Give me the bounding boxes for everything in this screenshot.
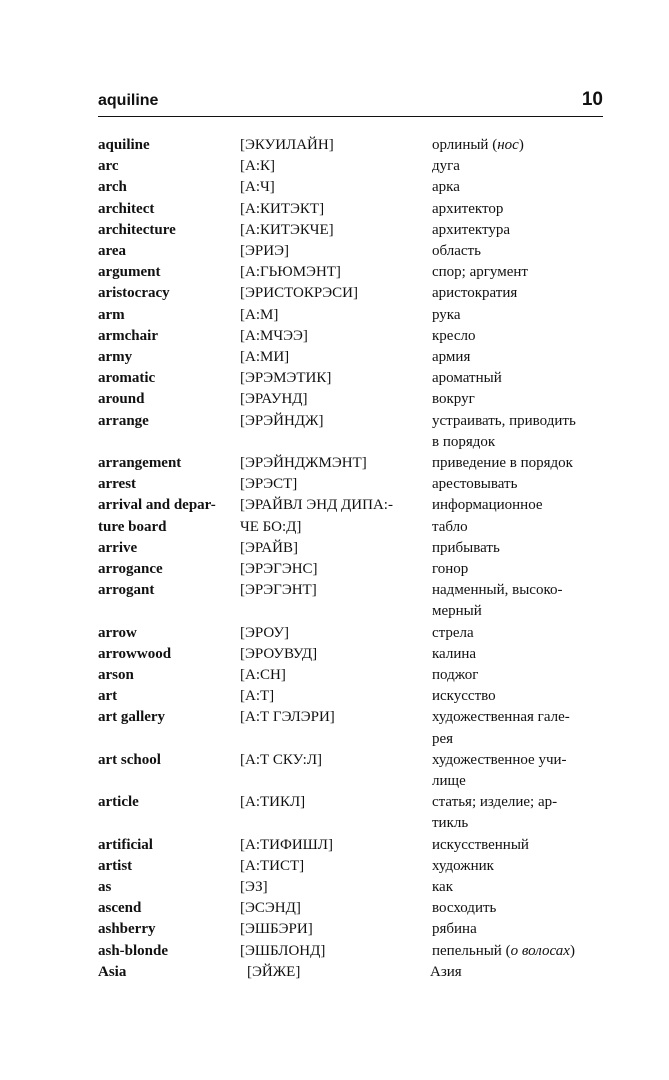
entry-translation bbox=[432, 898, 607, 919]
entry-translation bbox=[432, 389, 607, 410]
entry-word: ash-blonde bbox=[98, 942, 169, 959]
entry-translation bbox=[432, 877, 607, 898]
entry-pronunciation: [ЭКУИЛАЙН] bbox=[240, 137, 334, 153]
translation-text: пепельный bbox=[432, 942, 502, 959]
entry-word: Asia bbox=[98, 963, 127, 980]
translation-text: вокруг bbox=[432, 391, 475, 408]
guide-word: aquiline bbox=[98, 92, 159, 109]
entry-pronunciation: [ЭРОУВУД] bbox=[240, 645, 318, 662]
page-number: 10 bbox=[581, 89, 603, 110]
entry-word: art bbox=[98, 688, 118, 705]
translation-text: армия bbox=[432, 349, 471, 365]
entry-word: aquiline bbox=[98, 137, 150, 153]
entry-translation bbox=[432, 241, 607, 262]
entry-translation bbox=[430, 962, 605, 983]
entry-pronunciation: [ЭШБЭРИ] bbox=[240, 921, 313, 938]
entry-translation bbox=[432, 156, 607, 177]
entry-pronunciation: [А:ТИСТ] bbox=[240, 857, 305, 874]
translation-text: ароматный bbox=[432, 370, 502, 387]
entry-translation bbox=[432, 538, 607, 559]
usage-note: о волосах bbox=[510, 942, 570, 959]
entry-pronunciation: [А:МЧЭЭ] bbox=[240, 327, 308, 344]
entry-pronunciation: [ЭРОУ] bbox=[240, 624, 290, 641]
entry-word: ascend bbox=[98, 900, 142, 917]
translation-text: арка bbox=[432, 179, 460, 196]
entry-pronunciation: [А:Т СКУ:Л] bbox=[240, 751, 323, 768]
entry-word: artificial bbox=[98, 836, 153, 853]
entry-pronunciation: [ЭРЭЙНДЖМЭНТ] bbox=[240, 455, 367, 471]
entry-translation bbox=[432, 199, 607, 220]
entry-word: arc bbox=[98, 158, 119, 175]
entry-translation bbox=[432, 792, 607, 834]
entry-word: arrange bbox=[98, 412, 149, 429]
entry-word: arrangement bbox=[98, 455, 182, 471]
entry-word: architecture bbox=[98, 221, 176, 238]
entry-pronunciation: [ЭРИЭ] bbox=[240, 243, 289, 259]
entry-pronunciation: [ЭШБЛОНД] bbox=[240, 942, 326, 959]
entry-pronunciation: [А:КИТЭКЧЕ] bbox=[240, 221, 334, 238]
translation-text: искусство bbox=[432, 688, 496, 705]
entry-translation bbox=[432, 707, 607, 749]
translation-text: как bbox=[432, 879, 454, 895]
entry-pronunciation: [ЭРЭГЭНТ] bbox=[240, 582, 317, 599]
entry-translation bbox=[432, 411, 607, 453]
entry-word: arch bbox=[98, 179, 127, 196]
entry-translation bbox=[432, 453, 607, 474]
entry-pronunciation: [ЭРЭСТ] bbox=[240, 476, 298, 493]
translation-text: искусственный bbox=[432, 836, 529, 853]
entry-pronunciation: [ЭРАЙВ] bbox=[240, 539, 298, 556]
translation-text: калина bbox=[432, 645, 477, 662]
entry-translation bbox=[432, 347, 607, 368]
entry-translation bbox=[432, 623, 607, 644]
translation-text: гонор bbox=[432, 561, 469, 577]
entry-pronunciation: [ЭРЭГЭНС] bbox=[240, 561, 318, 577]
translation-text: архитектура bbox=[432, 221, 511, 238]
entry-pronunciation: [ЭРЭМЭТИК] bbox=[240, 370, 332, 387]
entry-word: aromatic bbox=[98, 370, 156, 387]
entry-word: arrogance bbox=[98, 561, 163, 577]
entry-pronunciation: [ЭСЭНД] bbox=[240, 900, 301, 917]
translation-text: приведение в порядок bbox=[432, 455, 573, 471]
entry-translation bbox=[432, 368, 607, 389]
usage-note: нос bbox=[497, 137, 519, 153]
translation-text: рука bbox=[432, 306, 461, 323]
entry-pronunciation: [А:ТИФИШЛ] bbox=[240, 836, 333, 853]
entry-translation bbox=[432, 220, 607, 241]
translation-text: архитектор bbox=[432, 200, 504, 217]
translation-text: дуга bbox=[432, 158, 460, 175]
entry-word: arm bbox=[98, 306, 125, 323]
entry-pronunciation: [А:ГЬЮМЭНТ] bbox=[240, 264, 341, 281]
entry-translation bbox=[432, 495, 607, 537]
translation-text: рябина bbox=[432, 921, 477, 938]
running-header bbox=[98, 88, 603, 117]
entry-pronunciation: [А:Т ГЭЛЭРИ] bbox=[240, 709, 335, 726]
entry-word: art school bbox=[98, 751, 161, 768]
entry-word: arrow bbox=[98, 624, 137, 641]
translation-text: поджог bbox=[432, 667, 479, 683]
entry-word: arrogant bbox=[98, 582, 155, 599]
entry-word: armchair bbox=[98, 327, 158, 344]
translation-text: художник bbox=[432, 857, 494, 874]
entry-pronunciation: [ЭРАЙВЛ ЭНД ДИПА:- ЧЕ БО:Д] bbox=[240, 497, 393, 535]
entry-translation bbox=[432, 474, 607, 495]
entry-word: architect bbox=[98, 200, 155, 217]
translation-text: информационное табло bbox=[432, 497, 543, 535]
entry-word: arrive bbox=[98, 539, 138, 556]
entry-translation: орлиный (нос) bbox=[432, 137, 524, 153]
translation-text: арестовывать bbox=[432, 476, 518, 493]
translation-text: художественное учи- лище bbox=[432, 751, 567, 789]
translation-text: восходить bbox=[432, 900, 497, 917]
entry-translation bbox=[432, 177, 607, 198]
entry-translation bbox=[432, 750, 607, 792]
entry-pronunciation: [ЭРЭЙНДЖ] bbox=[240, 412, 324, 429]
entry-word: around bbox=[98, 391, 145, 408]
entry-word: argument bbox=[98, 264, 161, 281]
entry-word: aristocracy bbox=[98, 285, 170, 302]
entry-word: as bbox=[98, 879, 112, 895]
entry-pronunciation: [А:МИ] bbox=[240, 349, 290, 365]
entry-pronunciation: [А:Т] bbox=[240, 688, 275, 705]
entry-pronunciation: [А:М] bbox=[240, 306, 279, 323]
translation-text: статья; изделие; ар- тикль bbox=[432, 794, 558, 832]
entry-translation bbox=[432, 580, 607, 622]
entry-translation bbox=[432, 305, 607, 326]
entry-word: article bbox=[98, 794, 139, 811]
translation-text: область bbox=[432, 243, 481, 259]
entry-word: arrowwood bbox=[98, 645, 172, 662]
entry-word: arson bbox=[98, 667, 134, 683]
entry-word: arrival and depar- ture board bbox=[98, 497, 216, 535]
entry-pronunciation: [ЭРАУНД] bbox=[240, 391, 308, 408]
entry-word: area bbox=[98, 243, 127, 259]
entry-pronunciation: [ЭЗ] bbox=[240, 879, 268, 895]
translation-text: художественная гале- рея bbox=[432, 709, 570, 747]
translation-text: орлиный bbox=[432, 137, 489, 153]
translation-text: спор; аргумент bbox=[432, 264, 528, 281]
entry-word: ashberry bbox=[98, 921, 156, 938]
entry-translation bbox=[432, 326, 607, 347]
entry-translation bbox=[432, 686, 607, 707]
entry-pronunciation: [ЭРИСТОКРЭСИ] bbox=[240, 285, 358, 302]
entry-pronunciation: [А:Ч] bbox=[240, 179, 275, 196]
entry-translation bbox=[432, 919, 607, 940]
translation-text: прибывать bbox=[432, 539, 500, 556]
entry-word: artist bbox=[98, 857, 133, 874]
translation-text: Азия bbox=[430, 963, 462, 980]
translation-text: аристократия bbox=[432, 285, 518, 302]
entry-word: arrest bbox=[98, 476, 137, 493]
translation-text: кресло bbox=[432, 327, 476, 344]
entry-pronunciation: [А:СН] bbox=[240, 667, 286, 683]
entry-translation bbox=[432, 559, 607, 580]
entry-pronunciation: [А:ТИКЛ] bbox=[240, 794, 306, 811]
entry-pronunciation: [ЭЙЖЕ] bbox=[247, 963, 301, 980]
entry-pronunciation: [А:КИТЭКТ] bbox=[240, 200, 325, 217]
entry-translation: пепельный (о волосах) bbox=[432, 942, 575, 959]
entry-translation bbox=[432, 283, 607, 304]
entry-translation bbox=[432, 835, 607, 856]
entry-word: art gallery bbox=[98, 709, 166, 726]
translation-text: стрела bbox=[432, 624, 474, 641]
entry-word: army bbox=[98, 349, 133, 365]
translation-text: устраивать, приводить в порядок bbox=[432, 412, 576, 450]
entry-translation bbox=[432, 856, 607, 877]
entry-translation bbox=[432, 644, 607, 665]
entry-translation bbox=[432, 262, 607, 283]
entry-translation bbox=[432, 665, 607, 686]
entry-pronunciation: [А:К] bbox=[240, 158, 275, 175]
translation-text: надменный, высоко- мерный bbox=[432, 582, 563, 620]
